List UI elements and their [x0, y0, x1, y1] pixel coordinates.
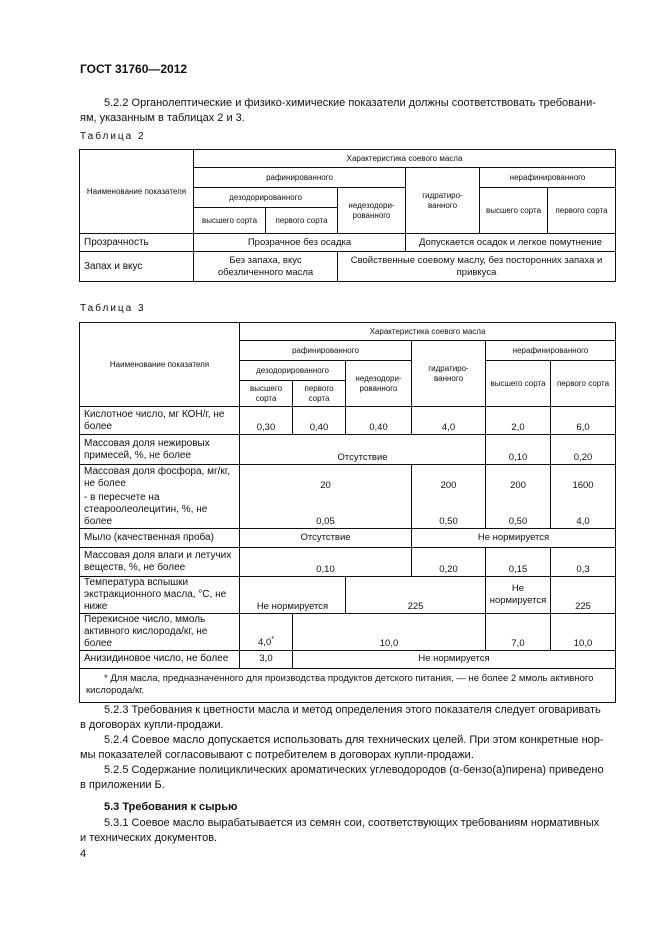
- t3-row-name: Мыло (качественная проба): [80, 528, 240, 547]
- t3-cell: 0,10: [240, 547, 412, 576]
- t3-cell: 0,20: [412, 547, 486, 576]
- t3-cell: 0,40: [293, 407, 346, 435]
- t3-cell: 6,0: [551, 407, 616, 435]
- t3-row-name: Температура вспышки экстракционного масла, °С, не ниже: [80, 576, 240, 613]
- t2-unrefined-first-header: первого сорта: [548, 188, 616, 234]
- t3-cell: Не нормируется: [412, 528, 616, 547]
- section-5-3-title: 5.3 Требования к сырью: [104, 801, 238, 813]
- t3-cell: 4,0: [551, 492, 616, 529]
- t3-cell: 0,50: [412, 492, 486, 529]
- t2-row-name: Запах и вкус: [80, 252, 194, 282]
- t2-deodorized-header: дезодорированного: [194, 188, 338, 208]
- t3-unrefined-first-header: первого сорта: [551, 361, 616, 407]
- t2-hydrated-header: гидратиро-ванного: [406, 168, 480, 234]
- t3-cell: 7,0: [486, 613, 551, 650]
- paragraph-5-2-2-line1: 5.2.2 Органолептические и физико-химические показатели должны соответствовать требовани-: [104, 97, 596, 109]
- t3-cell: 3,0: [240, 650, 293, 668]
- paragraph-5-3-1-line2: и технических документов.: [80, 832, 218, 844]
- paragraph-5-2-4-line1: 5.2.4 Соевое масло допускается использовать для технических целей. При этом конкретные нор-: [104, 734, 604, 746]
- t3-deodorized-header: дезодорированного: [240, 361, 346, 381]
- paragraph-5-2-3-line2: в договорах купли-продажи.: [80, 719, 224, 731]
- t3-row-name: Перекисное число, ммоль активного кислорода/кг, не более: [80, 613, 240, 650]
- t3-cell: Отсутствие: [240, 435, 486, 465]
- t3-cell: 225: [551, 576, 616, 613]
- document-header: ГОСТ 31760—2012: [80, 62, 188, 76]
- t3-row-subname: - в пересчете на стеароолеолецитин, %, не более: [80, 492, 240, 529]
- t2-characteristic-header: Характеристика соевого масла: [194, 150, 616, 168]
- footnote-mark: *: [271, 636, 274, 644]
- t3-cell: 200: [412, 465, 486, 492]
- t3-row-name: Массовая доля фосфора, мг/кг, не более: [80, 465, 240, 492]
- t2-cell: Допускается осадок и легкое помутнение: [406, 234, 616, 252]
- t3-cell: Отсутствие: [240, 528, 412, 547]
- table-3: [79, 322, 616, 703]
- t2-unrefined-header: нерафинированного: [480, 168, 616, 188]
- t3-unrefined-high-header: высшего сорта: [486, 361, 551, 407]
- t2-name-header: Наименование показателя: [80, 150, 194, 234]
- t3-cell: 225: [346, 576, 486, 613]
- t3-cell: Не нормируется: [486, 576, 551, 613]
- t2-row-name: Прозрачность: [80, 234, 194, 252]
- t2-deodorized-first-header: первого сорта: [266, 208, 338, 234]
- t3-cell: 0,20: [551, 435, 616, 465]
- t3-deodorized-high-header: высшего сорта: [240, 381, 293, 407]
- t3-refined-header: рафинированного: [240, 341, 412, 361]
- t3-cell: 0,10: [486, 435, 551, 465]
- t3-cell: 2,0: [486, 407, 551, 435]
- table2-caption: Таблица 2: [80, 131, 146, 142]
- t3-cell: 20: [240, 465, 412, 492]
- t3-row-name: Массовая доля нежировых примесей, %, не более: [80, 435, 240, 465]
- t3-cell: 0,40: [346, 407, 412, 435]
- page-number: 4: [80, 848, 87, 860]
- t3-cell: 0,05: [240, 492, 412, 529]
- t3-cell: 4,0: [412, 407, 486, 435]
- t3-hydrated-header: гидратиро-ванного: [412, 341, 486, 407]
- t3-cell: Не нормируется: [240, 576, 346, 613]
- t3-non-deodorized-header: недезодори-рованного: [346, 361, 412, 407]
- t3-name-header: Наименование показателя: [80, 323, 240, 407]
- t3-cell: 10,0: [293, 613, 486, 650]
- t2-cell: Свойственные соевому маслу, без посторонних запаха и привкуса: [338, 252, 616, 282]
- t3-cell: 0,30: [240, 407, 293, 435]
- table3-caption: Таблица 3: [80, 303, 146, 314]
- t3-cell: Не нормируется: [293, 650, 616, 668]
- table-2: [79, 149, 616, 282]
- t3-row-name: Кислотное число, мг КОН/г, не более: [80, 407, 240, 435]
- t2-cell: Прозрачное без осадка: [194, 234, 406, 252]
- t3-footnote: * Для масла, предназначенного для производства продуктов детского питания, — не более 2 ммоль активного кислорода/кг.: [80, 668, 616, 702]
- t3-cell: 200: [486, 465, 551, 492]
- paragraph-5-2-5-line1: 5.2.5 Содержание полициклических ароматических углеводородов (α-бензо(а)пирена) приведено: [104, 764, 604, 776]
- t3-cell: 0,15: [486, 547, 551, 576]
- t2-unrefined-high-header: высшего сорта: [480, 188, 548, 234]
- paragraph-5-3-1-line1: 5.3.1 Соевое масло вырабатывается из семян сои, соответствующих требованиям нормативных: [104, 817, 600, 829]
- paragraph-5-2-3-line1: 5.2.3 Требования к цветности масла и метод определения этого показателя следует оговаривать: [104, 704, 601, 716]
- t2-non-deodorized-header: недезодори-рованного: [338, 188, 406, 234]
- t3-characteristic-header: Характеристика соевого масла: [240, 323, 616, 341]
- t3-unrefined-header: нерафинированного: [486, 341, 616, 361]
- t3-cell: 1600: [551, 465, 616, 492]
- t2-refined-header: рафинированного: [194, 168, 406, 188]
- t3-cell: [240, 613, 293, 650]
- t3-row-name: Массовая доля влаги и летучих веществ, %, не более: [80, 547, 240, 576]
- t2-cell: Без запаха, вкус обезличенного масла: [194, 252, 338, 282]
- t2-deodorized-high-header: высшего сорта: [194, 208, 266, 234]
- t3-cell-value: 4,0: [258, 637, 272, 649]
- t3-cell: 0,3: [551, 547, 616, 576]
- t3-deodorized-first-header: первого сорта: [293, 381, 346, 407]
- t3-row-name: Анизидиновое число, не более: [80, 650, 240, 668]
- paragraph-5-2-2-line2: ям, указанным в таблицах 2 и 3.: [80, 112, 245, 124]
- paragraph-5-2-5-line2: в приложении Б.: [80, 779, 165, 791]
- paragraph-5-2-4-line2: мы показателей согласовывают с потребителем в договорах купли-продажи.: [80, 749, 474, 761]
- t3-cell: 10,0: [551, 613, 616, 650]
- t3-cell: 0,50: [486, 492, 551, 529]
